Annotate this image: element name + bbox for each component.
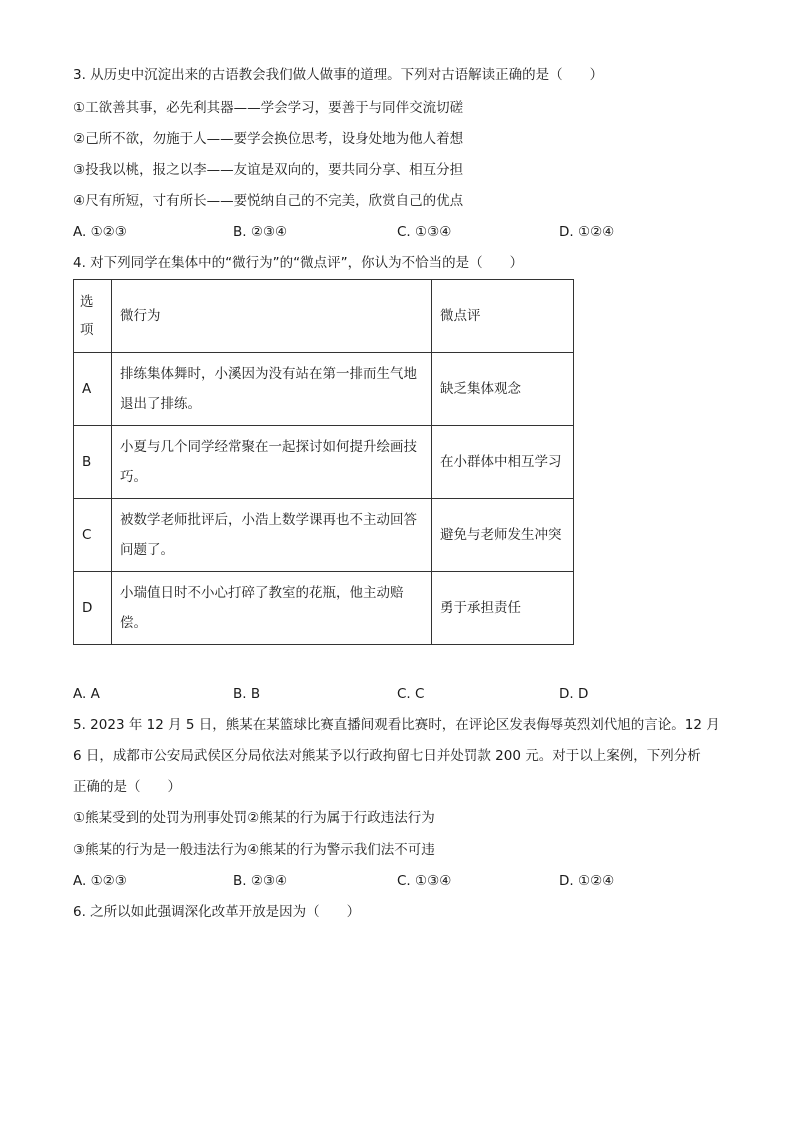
table-row — [74, 353, 574, 426]
q3-option-b[interactable]: B. ②③④ — [233, 224, 288, 240]
row-comment: 在小群体中相互学习 — [432, 426, 574, 499]
row-comment: 勇于承担责任 — [432, 572, 574, 645]
q3-option-d[interactable]: D. ①②④ — [559, 224, 615, 240]
row-comment: 缺乏集体观念 — [432, 353, 574, 426]
q3-item-2: ②己所不欲，勿施于人——要学会换位思考，设身处地为他人着想 — [73, 131, 464, 147]
q5-item-1: ①熊某受到的处罚为刑事处罚②熊某的行为属于行政违法行为 — [73, 810, 435, 826]
q4-option-b[interactable]: B. B — [233, 686, 261, 702]
q5-option-b[interactable]: B. ②③④ — [233, 873, 288, 889]
q3-item-3: ③投我以桃，报之以李——友谊是双向的，要共同分享、相互分担 — [73, 162, 464, 178]
q4-option-c[interactable]: C. C — [397, 686, 425, 702]
q3-item-1: ①工欲善其事，必先利其器——学会学习，要善于与同伴交流切磋 — [73, 100, 464, 116]
q4-option-d[interactable]: D. D — [559, 686, 589, 702]
header-option: 选项 — [74, 280, 112, 353]
q3-option-c[interactable]: C. ①③④ — [397, 224, 452, 240]
q3-options — [73, 223, 733, 241]
row-behavior: 小瑞值日时不小心打碎了教室的花瓶，他主动赔偿。 — [112, 572, 432, 645]
q5-options — [73, 872, 733, 890]
header-behavior: 微行为 — [112, 280, 432, 353]
row-comment: 避免与老师发生冲突 — [432, 499, 574, 572]
row-behavior: 排练集体舞时，小溪因为没有站在第一排而生气地退出了排练。 — [112, 353, 432, 426]
q4-table — [73, 279, 574, 645]
q5-stem-line-2: 6 日，成都市公安局武侯区分局依法对熊某予以行政拘留七日并处罚款 200 元。对于以上案例，下列分析 — [73, 748, 701, 764]
q3-stem: 3. 从历史中沉淀出来的古语教会我们做人做事的道理。下列对古语解读正确的是（ ） — [73, 67, 604, 83]
row-option: D — [74, 572, 112, 645]
q5-option-a[interactable]: A. ①②③ — [73, 873, 127, 889]
table-header-row — [74, 280, 574, 353]
q6-stem: 6. 之所以如此强调深化改革开放是因为（ ） — [73, 904, 361, 920]
row-option: A — [74, 353, 112, 426]
q5-stem-line-3: 正确的是（ ） — [73, 779, 181, 795]
q3-item-4: ④尺有所短，寸有所长——要悦纳自己的不完美，欣赏自己的优点 — [73, 193, 464, 209]
row-option: B — [74, 426, 112, 499]
row-behavior: 小夏与几个同学经常聚在一起探讨如何提升绘画技巧。 — [112, 426, 432, 499]
q4-stem: 4. 对下列同学在集体中的“微行为”的“微点评”，你认为不恰当的是（ ） — [73, 255, 524, 271]
q4-options — [73, 685, 733, 703]
q3-option-a[interactable]: A. ①②③ — [73, 224, 127, 240]
table-row — [74, 499, 574, 572]
q5-option-d[interactable]: D. ①②④ — [559, 873, 615, 889]
table-row — [74, 426, 574, 499]
q5-item-2: ③熊某的行为是一般违法行为④熊某的行为警示我们法不可违 — [73, 842, 435, 858]
q5-stem-line-1: 5. 2023 年 12 月 5 日，熊某在某篮球比赛直播间观看比赛时，在评论区发表侮辱英烈刘代旭的言论。12 月 — [73, 717, 720, 733]
row-behavior: 被数学老师批评后，小浩上数学课再也不主动回答问题了。 — [112, 499, 432, 572]
row-option: C — [74, 499, 112, 572]
table-row — [74, 572, 574, 645]
q4-option-a[interactable]: A. A — [73, 686, 100, 702]
header-comment: 微点评 — [432, 280, 574, 353]
q5-option-c[interactable]: C. ①③④ — [397, 873, 452, 889]
